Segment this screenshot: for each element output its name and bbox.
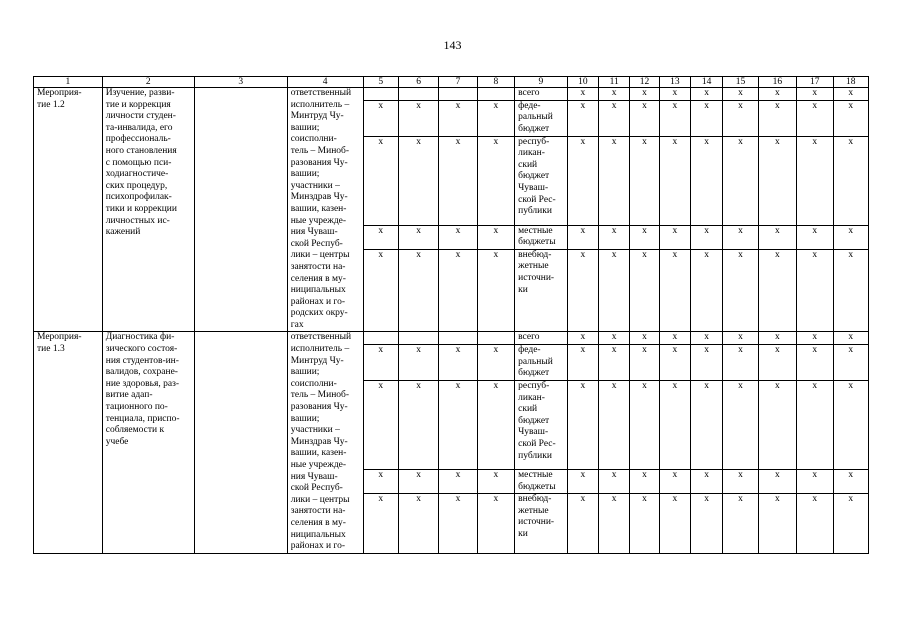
funding-source-line: ский xyxy=(518,159,538,170)
funding-source-cell xyxy=(515,345,568,381)
responsible-cell xyxy=(287,332,363,553)
header-row xyxy=(34,77,869,88)
mark-cell: х xyxy=(833,345,869,381)
funding-source-cell xyxy=(515,88,568,101)
mark-cell: х xyxy=(599,225,630,249)
mark-cell: х xyxy=(833,136,869,225)
responsible-line: ния Чуваш- xyxy=(290,227,338,238)
responsible-line: участники – xyxy=(290,180,340,191)
funding-source-line: респуб- xyxy=(518,136,550,147)
value-cell: х xyxy=(439,100,477,136)
responsible-line: районах и го- xyxy=(290,296,345,307)
description-line: та-инвалида, его xyxy=(105,122,173,133)
responsible-line: вашии, казен- xyxy=(290,448,347,459)
responsible-line: вашии; xyxy=(290,367,320,378)
funding-source-line: феде- xyxy=(518,100,541,111)
mark-cell: х xyxy=(758,381,796,470)
responsible-line: селения в му- xyxy=(290,517,346,528)
event-line: тие 1.2 xyxy=(37,99,65,110)
mark-cell: х xyxy=(599,136,630,225)
responsible-line: ные учрежде- xyxy=(290,215,347,226)
column-number-header: 3 xyxy=(194,77,287,88)
value-cell xyxy=(398,332,438,345)
mark-cell: х xyxy=(833,249,869,332)
mark-cell: х xyxy=(659,100,690,136)
description-line: ходиагностиче- xyxy=(105,169,169,180)
funding-source-line: ликан- xyxy=(518,148,545,159)
funding-source-line: бюджет xyxy=(518,171,550,182)
page-number: 143 xyxy=(443,38,462,52)
mark-cell: х xyxy=(690,345,722,381)
value-cell xyxy=(398,88,438,101)
responsible-line: исполнитель – xyxy=(290,344,350,355)
mark-cell: х xyxy=(567,100,598,136)
description-line: собляемости к xyxy=(105,425,165,436)
mark-cell: х xyxy=(797,249,833,332)
column-number-header: 9 xyxy=(515,77,568,88)
mark-cell: х xyxy=(797,470,833,494)
value-cell: х xyxy=(477,100,514,136)
column-number-header: 11 xyxy=(599,77,630,88)
value-cell: х xyxy=(363,470,398,494)
funding-source-cell xyxy=(515,100,568,136)
mark-cell: х xyxy=(567,225,598,249)
mark-cell: х xyxy=(567,332,598,345)
mark-cell: х xyxy=(833,494,869,554)
responsible-line: ные учрежде- xyxy=(290,460,347,470)
funding-source-line: Чуваш- xyxy=(518,427,549,438)
value-cell: х xyxy=(477,225,514,249)
responsible-line: лики – центры xyxy=(290,494,350,505)
responsible-line: ской Респуб- xyxy=(290,483,343,494)
description-line: ние здоровья, раз- xyxy=(105,378,179,389)
value-cell: х xyxy=(398,494,438,554)
mark-cell: х xyxy=(758,88,796,101)
mark-cell: х xyxy=(797,494,833,554)
description-line: тенциала, приспо- xyxy=(105,413,180,424)
responsible-line: исполнитель – xyxy=(290,99,350,110)
mark-cell: х xyxy=(599,381,630,470)
mark-cell: х xyxy=(723,332,758,345)
funding-source-line: бюджет xyxy=(518,123,550,134)
mark-cell: х xyxy=(723,225,758,249)
funding-source-line: ской Рес- xyxy=(518,439,556,450)
value-cell: х xyxy=(477,494,514,554)
value-cell: х xyxy=(477,249,514,332)
responsible-cell xyxy=(287,88,363,332)
mark-cell: х xyxy=(599,494,630,554)
value-cell: х xyxy=(439,249,477,332)
value-cell: х xyxy=(398,225,438,249)
value-cell xyxy=(363,332,398,345)
value-cell xyxy=(439,88,477,101)
description-line: ния студентов-ин- xyxy=(105,355,179,366)
event-line: Мероприя- xyxy=(37,332,82,343)
program-table xyxy=(33,76,869,554)
column-3-cell xyxy=(194,88,287,332)
column-number-header: 7 xyxy=(439,77,477,88)
responsible-line: гах xyxy=(290,319,304,330)
mark-cell: х xyxy=(599,470,630,494)
mark-cell: х xyxy=(797,345,833,381)
responsible-line: соисполни- xyxy=(290,378,337,389)
value-cell: х xyxy=(439,136,477,225)
value-cell: х xyxy=(477,345,514,381)
value-cell: х xyxy=(439,381,477,470)
funding-source-cell xyxy=(515,136,568,225)
mark-cell: х xyxy=(659,249,690,332)
funding-source-line: всего xyxy=(518,88,540,98)
description-line: психопрофилак- xyxy=(105,192,172,203)
mark-cell: х xyxy=(723,100,758,136)
value-cell: х xyxy=(363,494,398,554)
mark-cell: х xyxy=(797,225,833,249)
funding-source-line: публики xyxy=(518,206,552,217)
mark-cell: х xyxy=(723,345,758,381)
mark-cell: х xyxy=(690,332,722,345)
description-line: валидов, сохране- xyxy=(105,367,178,378)
value-cell: х xyxy=(398,249,438,332)
mark-cell: х xyxy=(797,136,833,225)
responsible-line: тель – Миноб- xyxy=(290,145,350,156)
column-number-header: 17 xyxy=(797,77,833,88)
funding-source-line: феде- xyxy=(518,345,541,356)
mark-cell: х xyxy=(758,136,796,225)
mark-cell: х xyxy=(833,100,869,136)
mark-cell: х xyxy=(567,249,598,332)
column-number-header: 13 xyxy=(659,77,690,88)
responsible-line: ниципальных xyxy=(290,529,346,540)
responsible-line: Минздрав Чу- xyxy=(290,436,348,447)
responsible-line: лики – центры xyxy=(290,250,350,261)
mark-cell: х xyxy=(690,381,722,470)
column-number-header: 1 xyxy=(34,77,103,88)
mark-cell: х xyxy=(659,381,690,470)
column-number-header: 8 xyxy=(477,77,514,88)
mark-cell: х xyxy=(659,225,690,249)
funding-row xyxy=(34,332,869,345)
funding-source-line: источни- xyxy=(518,272,555,283)
mark-cell: х xyxy=(659,88,690,101)
funding-source-line: источни- xyxy=(518,517,555,528)
funding-source-cell xyxy=(515,470,568,494)
value-cell: х xyxy=(439,494,477,554)
mark-cell: х xyxy=(797,88,833,101)
responsible-line: занятости на- xyxy=(290,506,346,517)
column-3-cell xyxy=(194,332,287,553)
mark-cell: х xyxy=(659,136,690,225)
mark-cell: х xyxy=(758,494,796,554)
mark-cell: х xyxy=(567,494,598,554)
funding-source-line: бюджеты xyxy=(518,237,556,248)
mark-cell: х xyxy=(723,381,758,470)
value-cell xyxy=(477,332,514,345)
mark-cell: х xyxy=(599,332,630,345)
funding-source-line: ликан- xyxy=(518,392,545,403)
funding-source-line: ский xyxy=(518,404,538,415)
mark-cell: х xyxy=(833,470,869,494)
description-cell xyxy=(102,332,194,553)
funding-source-line: жетные xyxy=(518,505,549,516)
description-line: ного становления xyxy=(105,145,177,156)
column-number-header: 10 xyxy=(567,77,598,88)
responsible-line: ской Респуб- xyxy=(290,238,343,249)
mark-cell: х xyxy=(567,345,598,381)
responsible-line: вашии; xyxy=(290,413,320,424)
mark-cell: х xyxy=(797,381,833,470)
funding-source-line: местные xyxy=(518,470,553,481)
value-cell: х xyxy=(363,249,398,332)
responsible-line: Минтруд Чу- xyxy=(290,111,344,122)
mark-cell: х xyxy=(630,100,659,136)
funding-source-line: респуб- xyxy=(518,381,550,392)
funding-source-cell xyxy=(515,249,568,332)
mark-cell: х xyxy=(758,470,796,494)
description-line: тационного по- xyxy=(105,402,168,413)
value-cell: х xyxy=(398,345,438,381)
description-line: ских процедур, xyxy=(105,180,168,191)
column-number-header: 18 xyxy=(833,77,869,88)
mark-cell: х xyxy=(599,88,630,101)
column-number-header: 2 xyxy=(102,77,194,88)
responsible-line: родских окру- xyxy=(290,308,348,319)
mark-cell: х xyxy=(690,88,722,101)
mark-cell: х xyxy=(723,136,758,225)
mark-cell: х xyxy=(630,345,659,381)
event-line: Мероприя- xyxy=(37,88,82,98)
responsible-line: ниципальных xyxy=(290,285,346,296)
mark-cell: х xyxy=(797,332,833,345)
description-line: Диагностика фи- xyxy=(105,332,175,343)
responsible-line: участники – xyxy=(290,425,340,436)
responsible-line: ния Чуваш- xyxy=(290,471,338,482)
funding-source-cell xyxy=(515,332,568,345)
mark-cell: х xyxy=(833,332,869,345)
mark-cell: х xyxy=(723,494,758,554)
mark-cell: х xyxy=(630,88,659,101)
event-cell xyxy=(34,88,103,332)
mark-cell: х xyxy=(630,494,659,554)
funding-source-line: Чуваш- xyxy=(518,182,549,193)
mark-cell: х xyxy=(723,249,758,332)
mark-cell: х xyxy=(723,88,758,101)
responsible-line: вашии, казен- xyxy=(290,203,347,214)
mark-cell: х xyxy=(567,136,598,225)
description-line: кажений xyxy=(105,227,141,238)
mark-cell: х xyxy=(659,332,690,345)
description-line: с помощью пси- xyxy=(105,157,172,168)
mark-cell: х xyxy=(599,345,630,381)
mark-cell: х xyxy=(630,470,659,494)
mark-cell: х xyxy=(833,225,869,249)
responsible-line: занятости на- xyxy=(290,261,346,272)
description-line: тики и коррекции xyxy=(105,203,177,214)
event-cell xyxy=(34,332,103,553)
funding-source-cell xyxy=(515,494,568,554)
column-number-header: 5 xyxy=(363,77,398,88)
value-cell: х xyxy=(398,470,438,494)
mark-cell: х xyxy=(690,470,722,494)
responsible-line: ответственный xyxy=(290,332,352,343)
funding-source-line: публики xyxy=(518,450,552,461)
mark-cell: х xyxy=(599,249,630,332)
funding-source-cell xyxy=(515,381,568,470)
value-cell: х xyxy=(363,345,398,381)
responsible-line: селения в му- xyxy=(290,273,346,284)
mark-cell: х xyxy=(758,345,796,381)
mark-cell: х xyxy=(630,136,659,225)
description-line: зического состоя- xyxy=(105,344,178,355)
mark-cell: х xyxy=(758,249,796,332)
value-cell: х xyxy=(398,381,438,470)
funding-source-cell xyxy=(515,225,568,249)
value-cell: х xyxy=(477,136,514,225)
mark-cell: х xyxy=(690,494,722,554)
mark-cell: х xyxy=(723,470,758,494)
column-number-header: 16 xyxy=(758,77,796,88)
mark-cell: х xyxy=(567,381,598,470)
mark-cell: х xyxy=(690,136,722,225)
value-cell xyxy=(439,332,477,345)
value-cell xyxy=(477,88,514,101)
responsible-line: Минтруд Чу- xyxy=(290,355,344,366)
value-cell: х xyxy=(477,470,514,494)
funding-source-line: ки xyxy=(518,284,528,295)
funding-source-line: бюджеты xyxy=(518,481,556,492)
description-line: Изучение, разви- xyxy=(105,88,175,98)
description-cell xyxy=(102,88,194,332)
funding-source-line: бюджет xyxy=(518,368,550,379)
mark-cell: х xyxy=(630,332,659,345)
description-line: витие адап- xyxy=(105,390,153,401)
funding-source-line: местные xyxy=(518,225,553,236)
value-cell: х xyxy=(363,136,398,225)
responsible-line: районах и го- xyxy=(290,541,345,552)
value-cell: х xyxy=(363,100,398,136)
mark-cell: х xyxy=(690,225,722,249)
value-cell: х xyxy=(439,470,477,494)
funding-source-line: ки xyxy=(518,529,528,540)
responsible-line: разования Чу- xyxy=(290,402,348,413)
responsible-line: вашии; xyxy=(290,122,320,133)
funding-source-line: бюджет xyxy=(518,415,550,426)
mark-cell: х xyxy=(599,100,630,136)
value-cell: х xyxy=(363,381,398,470)
table-body xyxy=(34,77,869,554)
funding-source-line: ральный xyxy=(518,112,553,123)
column-number-header: 6 xyxy=(398,77,438,88)
value-cell: х xyxy=(477,381,514,470)
responsible-line: ответственный xyxy=(290,88,352,98)
responsible-line: разования Чу- xyxy=(290,157,348,168)
value-cell: х xyxy=(398,100,438,136)
description-line: профессиональ- xyxy=(105,134,171,145)
column-number-header: 12 xyxy=(630,77,659,88)
mark-cell: х xyxy=(567,470,598,494)
mark-cell: х xyxy=(659,470,690,494)
description-line: личности студен- xyxy=(105,111,176,122)
funding-source-line: всего xyxy=(518,332,540,343)
description-line: тие и коррекция xyxy=(105,99,171,110)
column-number-header: 15 xyxy=(723,77,758,88)
responsible-line: соисполни- xyxy=(290,134,337,145)
mark-cell: х xyxy=(567,88,598,101)
value-cell: х xyxy=(439,225,477,249)
mark-cell: х xyxy=(690,100,722,136)
column-number-header: 14 xyxy=(690,77,722,88)
funding-source-line: ральный xyxy=(518,356,553,367)
mark-cell: х xyxy=(758,100,796,136)
description-line: личностных ис- xyxy=(105,215,170,226)
responsible-line: тель – Миноб- xyxy=(290,390,350,401)
event-line: тие 1.3 xyxy=(37,344,65,355)
funding-source-line: внебюд- xyxy=(518,249,552,260)
funding-source-line: внебюд- xyxy=(518,494,552,505)
funding-source-line: жетные xyxy=(518,261,549,272)
funding-source-line: ской Рес- xyxy=(518,194,556,205)
mark-cell: х xyxy=(630,249,659,332)
value-cell: х xyxy=(439,345,477,381)
mark-cell: х xyxy=(833,381,869,470)
column-number-header: 4 xyxy=(287,77,363,88)
value-cell: х xyxy=(363,225,398,249)
description-line: учебе xyxy=(105,436,129,447)
mark-cell: х xyxy=(659,345,690,381)
value-cell xyxy=(363,88,398,101)
mark-cell: х xyxy=(758,225,796,249)
mark-cell: х xyxy=(833,88,869,101)
mark-cell: х xyxy=(630,381,659,470)
responsible-line: Минздрав Чу- xyxy=(290,192,348,203)
funding-row xyxy=(34,88,869,101)
mark-cell: х xyxy=(797,100,833,136)
mark-cell: х xyxy=(659,494,690,554)
responsible-line: вашии; xyxy=(290,169,320,180)
mark-cell: х xyxy=(630,225,659,249)
mark-cell: х xyxy=(690,249,722,332)
mark-cell: х xyxy=(758,332,796,345)
value-cell: х xyxy=(398,136,438,225)
